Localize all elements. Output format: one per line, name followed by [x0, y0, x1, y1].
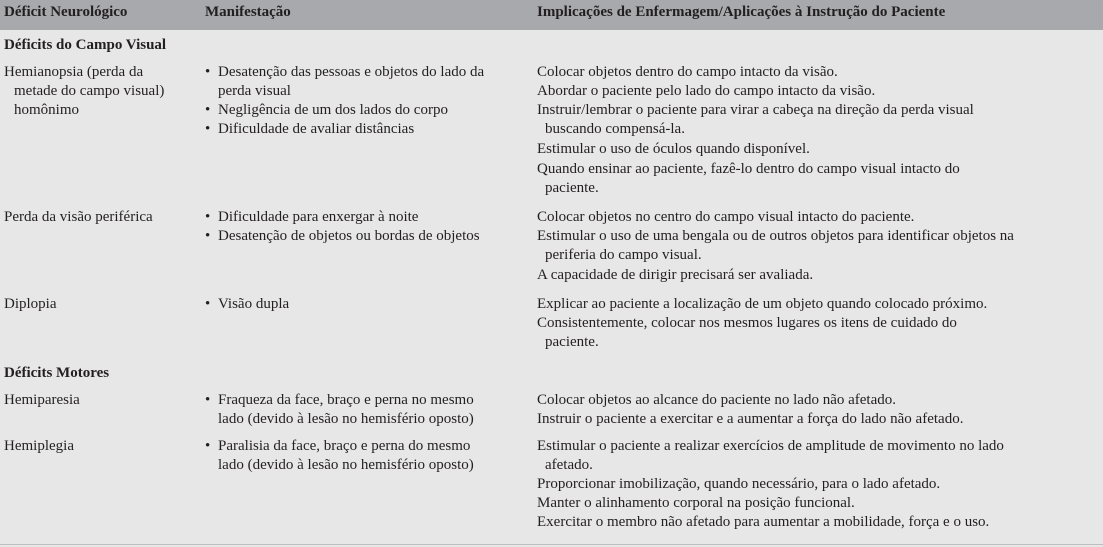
bottom-rule: [0, 544, 1103, 545]
manifestation-text: lado (devido à lesão no hemisfério oposto): [218, 457, 474, 473]
implication-text: Abordar o paciente pelo lado do campo intacto da visão.: [537, 83, 876, 99]
implication-text: Proporcionar imobilização, quando necessário, para o lado afetado.: [537, 476, 941, 492]
manifestation-text: lado (devido à lesão no hemisfério oposto): [218, 411, 474, 427]
implication-text: Manter o alinhamento corporal na posição funcional.: [537, 495, 855, 511]
implication-text: buscando compensá-la.: [545, 121, 685, 137]
implication-text: A capacidade de dirigir precisará ser avaliada.: [537, 267, 814, 283]
implication-item: [537, 208, 1103, 227]
manifestation-text: Dificuldade de avaliar distâncias: [218, 121, 415, 137]
deficit-text: Hemiplegia: [4, 438, 74, 454]
manifestation-text: • Paralisia da face, braço e perna do mesmo: [218, 438, 471, 454]
implications-cell: [537, 391, 1103, 429]
implication-item: [537, 227, 1103, 265]
implication-text: Instruir/lembrar o paciente para virar a cabeça na direção da perda visual: [537, 102, 974, 118]
manifestation-cell: [205, 63, 535, 139]
implication-text: periferia do campo visual.: [545, 247, 702, 263]
implication-text: Colocar objetos ao alcance do paciente no lado não afetado.: [537, 392, 897, 408]
implication-item: [537, 513, 1103, 532]
deficit-text: Diplopia: [4, 296, 57, 312]
manifestation-text: Dificuldade para enxergar à noite: [218, 209, 419, 225]
implication-item: [537, 391, 1103, 410]
manifestation-text: Negligência de um dos lados do corpo: [218, 102, 448, 118]
manifestation-cell: [205, 437, 535, 475]
manifestation-text: Visão dupla: [218, 296, 290, 312]
implications-cell: [537, 63, 1103, 198]
manifestation-item: [205, 63, 535, 101]
implications-cell: [537, 208, 1103, 285]
implication-text: afetado.: [545, 457, 593, 473]
deficit-cell: [4, 391, 196, 410]
manifestation-text: • Fraqueza da face, braço e perna no mesmo: [218, 392, 474, 408]
manifestation-text: Desatenção de objetos ou bordas de objetos: [218, 228, 480, 244]
implication-text: Estimular o uso de uma bengala ou de outros objetos para identificar objetos na: [537, 228, 1014, 244]
manifestation-item: [205, 101, 535, 120]
manifestation-item: [205, 295, 535, 314]
implication-text: Estimular o uso de óculos quando disponível.: [537, 141, 810, 157]
implication-item: [537, 314, 1103, 352]
implication-text: Colocar objetos dentro do campo intacto da visão.: [537, 64, 838, 80]
header-manifestation: Manifestação: [205, 4, 291, 20]
section-title-visual-field: Déficits do Campo Visual: [4, 37, 167, 53]
deficit-text: homônimo: [14, 102, 80, 118]
deficit-cell: [4, 295, 196, 314]
header-implications: Implicações de Enfermagem/Aplicações à Instrução do Paciente: [537, 4, 946, 20]
implication-item: [537, 82, 1103, 101]
implication-text: Colocar objetos no centro do campo visual intacto do paciente.: [537, 209, 915, 225]
deficit-text: Hemianopsia (perda da: [4, 64, 144, 80]
implication-item: [537, 160, 1103, 198]
implication-text: Instruir o paciente a exercitar e a aumentar a força do lado não afetado.: [537, 411, 964, 427]
manifestation-cell: [205, 295, 535, 314]
implication-item: [537, 101, 1103, 139]
implications-cell: [537, 437, 1103, 532]
manifestation-cell: [205, 208, 535, 246]
manifestation-cell: [205, 391, 535, 429]
implication-item: [537, 494, 1103, 513]
manifestation-text: • Desatenção das pessoas e objetos do lado da: [218, 64, 485, 80]
deficit-text: Hemiparesia: [4, 392, 80, 408]
manifestation-item: [205, 208, 535, 227]
deficit-text: Perda da visão periférica: [4, 209, 153, 225]
table-header: [0, 0, 1103, 30]
implication-text: Exercitar o membro não afetado para aumentar a mobilidade, força e o uso.: [537, 514, 990, 530]
manifestation-item: [205, 391, 535, 429]
deficit-text: metade do campo visual): [14, 83, 165, 99]
implication-text: Explicar ao paciente a localização de um objeto quando colocado próximo.: [537, 296, 988, 312]
implication-text: Estimular o paciente a realizar exercícios de amplitude de movimento no lado: [537, 438, 1004, 454]
deficit-cell: [4, 437, 196, 456]
implication-item: [537, 63, 1103, 82]
manifestation-item: [205, 120, 535, 139]
manifestation-text: perda visual: [218, 83, 291, 99]
manifestation-item: [205, 227, 535, 246]
header-deficit: Déficit Neurológico: [4, 4, 128, 20]
implication-text: Consistentemente, colocar nos mesmos lugares os itens de cuidado do: [537, 315, 957, 331]
deficit-cell: [4, 208, 196, 227]
deficit-cell: [4, 63, 196, 120]
implication-item: [537, 410, 1103, 429]
manifestation-item: [205, 437, 535, 475]
implication-text: paciente.: [545, 334, 599, 350]
implication-text: Quando ensinar ao paciente, fazê-lo dentro do campo visual intacto do: [537, 161, 960, 177]
implication-item: [537, 437, 1103, 475]
implication-item: [537, 475, 1103, 494]
section-title-motor: Déficits Motores: [4, 365, 110, 381]
implication-item: [537, 295, 1103, 314]
implication-text: paciente.: [545, 180, 599, 196]
implication-item: [537, 266, 1103, 285]
implication-item: [537, 140, 1103, 159]
implications-cell: [537, 295, 1103, 352]
